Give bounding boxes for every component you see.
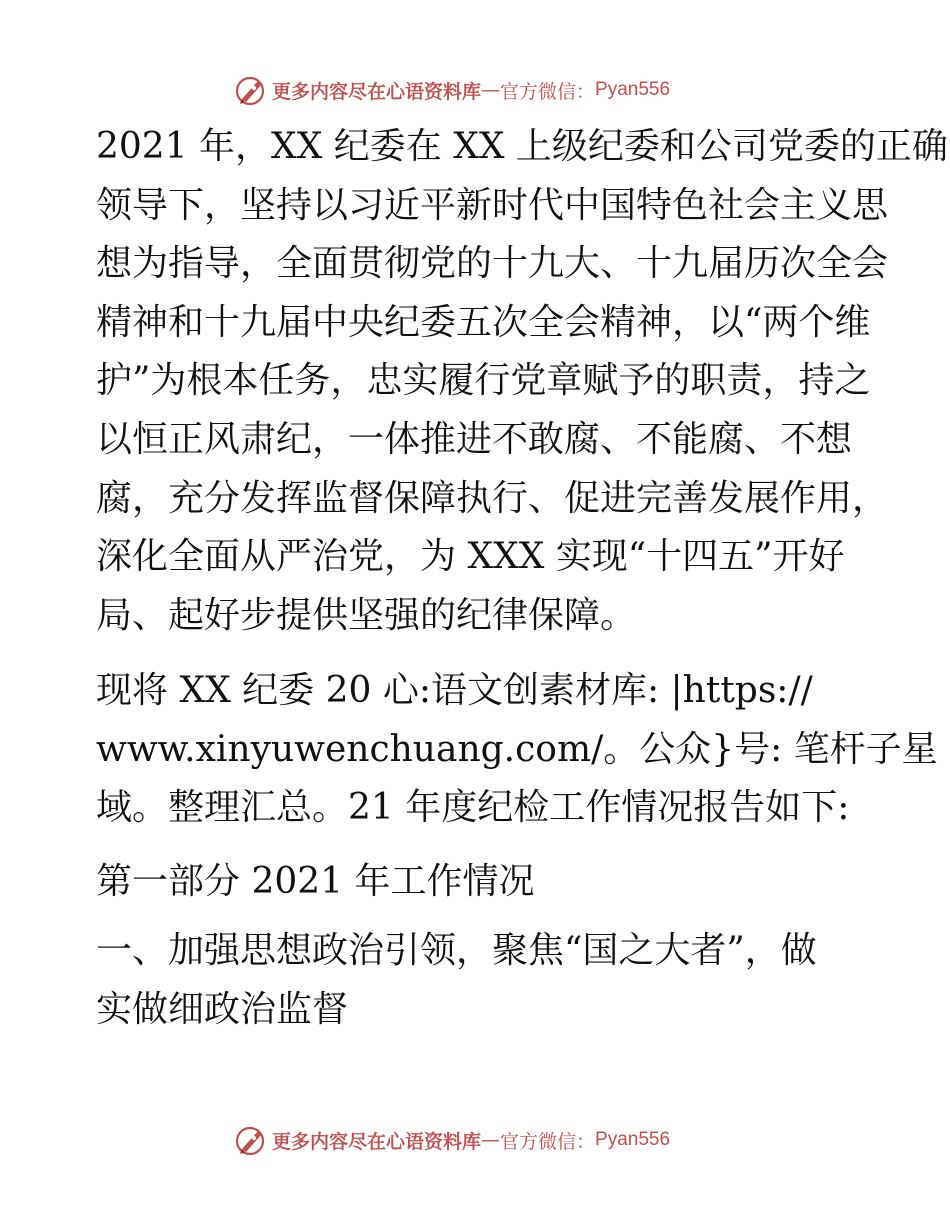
- banner-wechat-id: Pyan556: [595, 79, 671, 100]
- section-heading: [96, 853, 866, 912]
- text-line: 以恒正风肃纪，一体推进不敢腐、不能腐、不想: [96, 418, 853, 460]
- text-line: 一、加强思想政治引领，聚焦“国之大者”，做: [96, 930, 817, 971]
- text-line: 现将 XX 纪委 20 心:语文创素材库: |https://: [96, 670, 813, 711]
- text-line: 局、起好步提供坚强的纪律保障。: [96, 594, 637, 636]
- pen-logo-icon: [234, 73, 268, 107]
- banner-wechat-id: Pyan556: [595, 1129, 671, 1150]
- body-paragraph-intro: [96, 118, 948, 645]
- footer-watermark-banner: [234, 1122, 670, 1158]
- banner-wechat-label: 官方微信：: [500, 80, 596, 103]
- text-line: 域。整理汇总。21 年度纪检工作情况报告如下:: [96, 787, 850, 829]
- pen-logo-icon: [234, 1123, 268, 1157]
- body-paragraph-summary: [96, 662, 938, 838]
- banner-dash: —: [481, 1129, 501, 1151]
- text-line: 护”为根本任务，忠实履行党章赋予的职责，持之: [96, 360, 871, 402]
- text-line: 想为指导，全面贯彻党的十九大、十九届历次全会: [96, 243, 889, 285]
- banner-site-name: 更多内容尽在心语资料库: [272, 1130, 482, 1153]
- banner-dash: —: [481, 79, 501, 101]
- text-line: 精神和十九届中央纪委五次全会精神，以“两个维: [96, 301, 871, 343]
- text-line: www.xinyuwenchuang.com/。公众}号: 笔杆子星: [96, 728, 938, 770]
- text-line: 2021 年，XX 纪委在 XX 上级纪委和公司党委的正确: [96, 126, 948, 167]
- text-line: 深化全面从严治党，为 XXX 实现“十四五”开好: [96, 536, 845, 578]
- subsection-heading: [96, 922, 866, 1039]
- banner-wechat-label: 官方微信：: [500, 1130, 596, 1153]
- text-line: 腐，充分发挥监督保障执行、促进完善发展作用，: [96, 477, 889, 519]
- text-line: 实做细政治监督: [96, 988, 349, 1030]
- section-heading-text: 第一部分 2021 年工作情况: [96, 861, 535, 902]
- header-watermark-banner: [234, 72, 670, 108]
- banner-site-name: 更多内容尽在心语资料库: [272, 80, 482, 103]
- text-line: 领导下，坚持以习近平新时代中国特色社会主义思: [96, 184, 889, 226]
